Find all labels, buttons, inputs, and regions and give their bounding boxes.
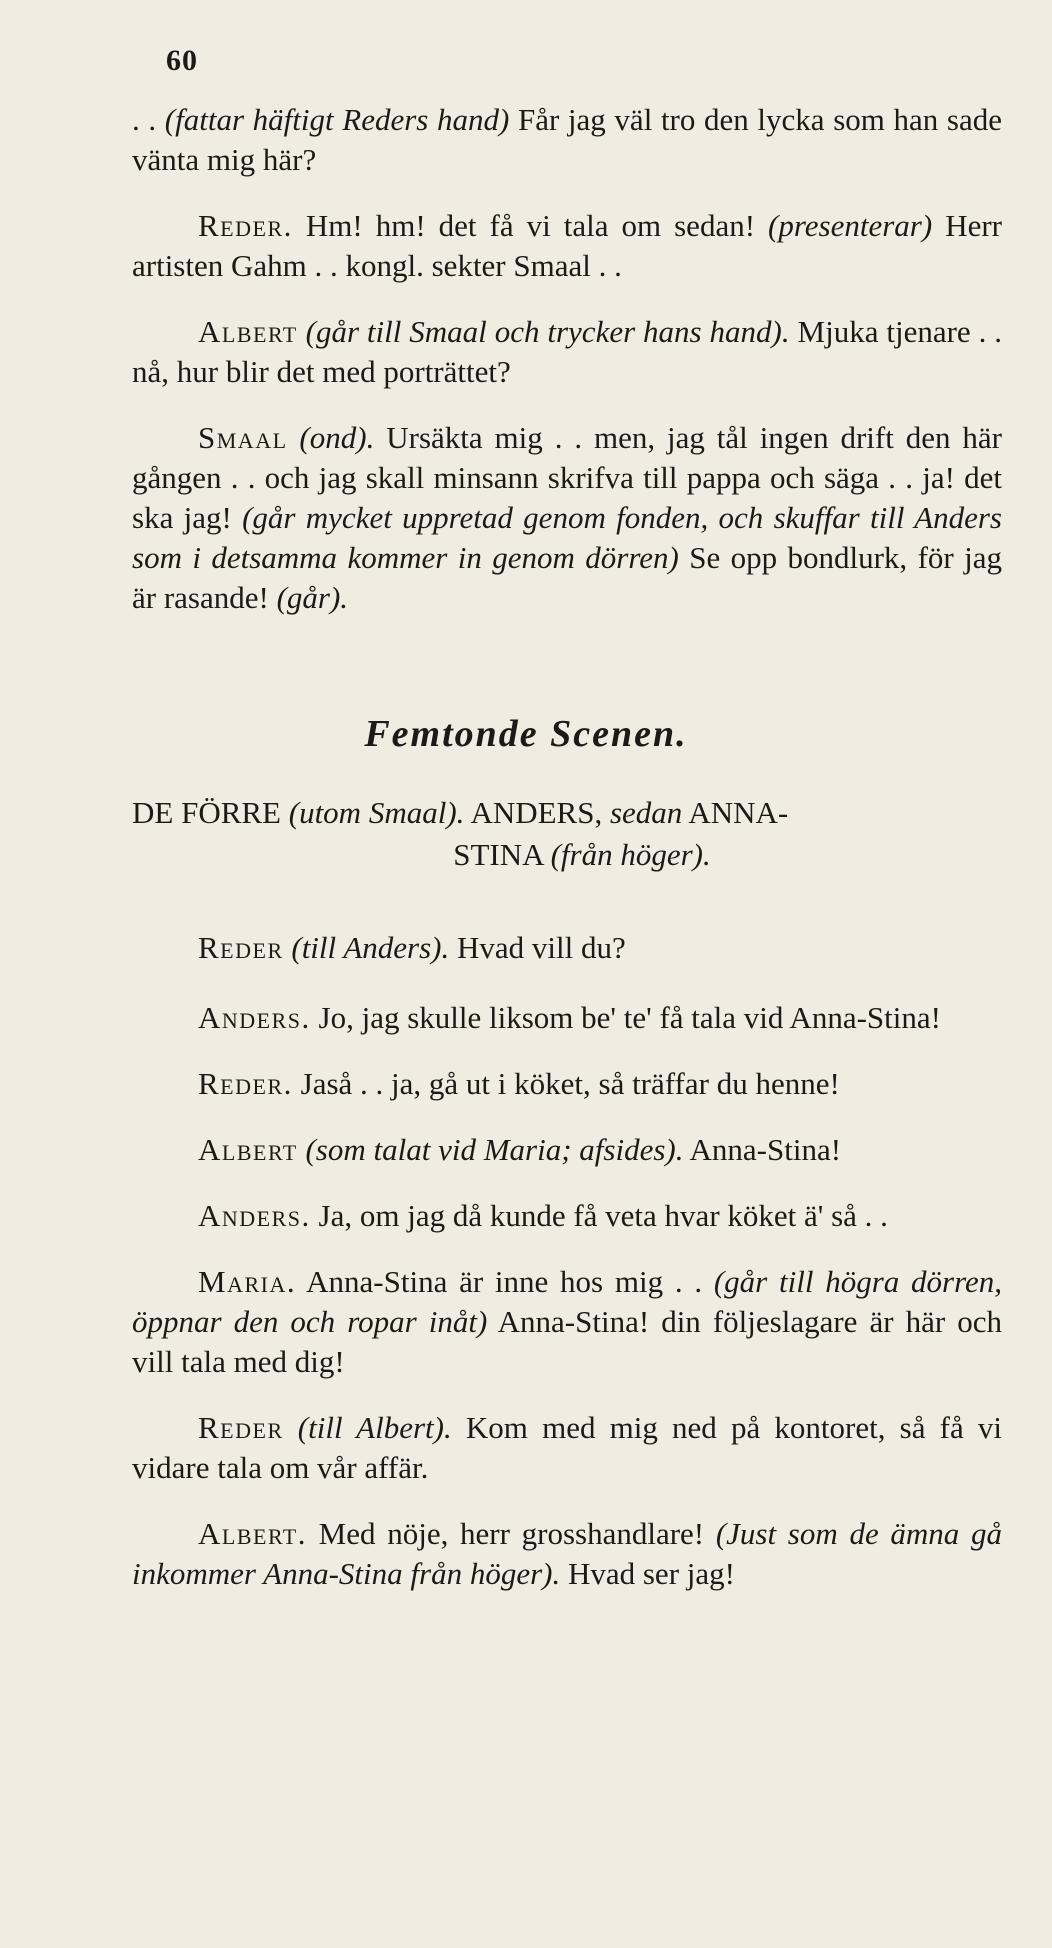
cast-line: DE FÖRRE (utom Smaal). ANDERS, sedan ANNA-: [132, 795, 789, 830]
speaker-name: Reder: [198, 930, 284, 965]
cast-line: STINA (från höger).: [453, 837, 711, 872]
dialogue-line: Reder. Jaså . . ja, gå ut i köket, så träffar du henne!: [198, 1066, 840, 1101]
speaker-name: Anders.: [198, 1000, 311, 1035]
dialogue-line: Albert (som talat vid Maria; afsides). Anna-Stina!: [198, 1132, 842, 1167]
dialogue-line: . . (fattar häftigt Reders hand) Får jag väl tro den lycka som han sade vänta mig här?: [132, 102, 1003, 177]
dialogue-line: Smaal (ond). Ursäkta mig . . men, jag tål ingen drift den här gången . . och jag skall minsann skrifva till pappa och säga . . ja! det ska jag! (går mycket uppretad genom fonden, och skuffar till Anders som i detsamma kommer in genom dörren) Se opp bondlurk, för jag är rasande! (går).: [132, 420, 1002, 615]
page-number: 60: [166, 44, 198, 77]
scene-dialogue: [132, 928, 1002, 1594]
dialogue-line: Reder. Hm! hm! det få vi tala om sedan! (presenterar) Herr artisten Gahm . . kongl. sekter Smaal . .: [132, 208, 1003, 283]
dialogue-line: Maria. Anna-Stina är inne hos mig . . (går till högra dörren, öppnar den och ropar inåt) Anna-Stina! din följeslagare är här och vill tala med dig!: [132, 1264, 1003, 1379]
dialogue-line: Anders. Jo, jag skulle liksom be' te' få tala vid Anna-Stina!: [198, 1000, 941, 1035]
speaker-name: Anders.: [198, 1198, 311, 1233]
speaker-name: Reder.: [198, 1066, 293, 1101]
dialogue-line: Reder (till Albert). Kom med mig ned på kontoret, så få vi vidare tala om vår affär.: [132, 1410, 1002, 1485]
cast-list: [132, 792, 1002, 876]
dialogue-line: Albert. Med nöje, herr grosshandlare! (Just som de ämna gå inkommer Anna-Stina från höger). Hvad ser jag!: [132, 1516, 1003, 1591]
dialogue-line: Reder (till Anders). Hvad vill du?: [198, 930, 626, 965]
speaker-name: Smaal: [198, 420, 288, 455]
opening-dialogue: [132, 100, 1002, 618]
speaker-name: Maria.: [198, 1264, 297, 1299]
speaker-name: Albert: [198, 314, 298, 349]
speaker-name: Reder.: [198, 208, 293, 243]
speaker-name: Albert.: [198, 1516, 307, 1551]
speaker-name: Reder: [198, 1410, 284, 1445]
dialogue-line: Albert (går till Smaal och trycker hans hand). Mjuka tjenare . . nå, hur blir det med porträttet?: [132, 314, 1003, 389]
dialogue-line: Anders. Ja, om jag då kunde få veta hvar köket ä' så . .: [198, 1198, 888, 1233]
speaker-name: Albert: [198, 1132, 298, 1167]
scene-heading: Femtonde Scenen.: [364, 713, 688, 755]
